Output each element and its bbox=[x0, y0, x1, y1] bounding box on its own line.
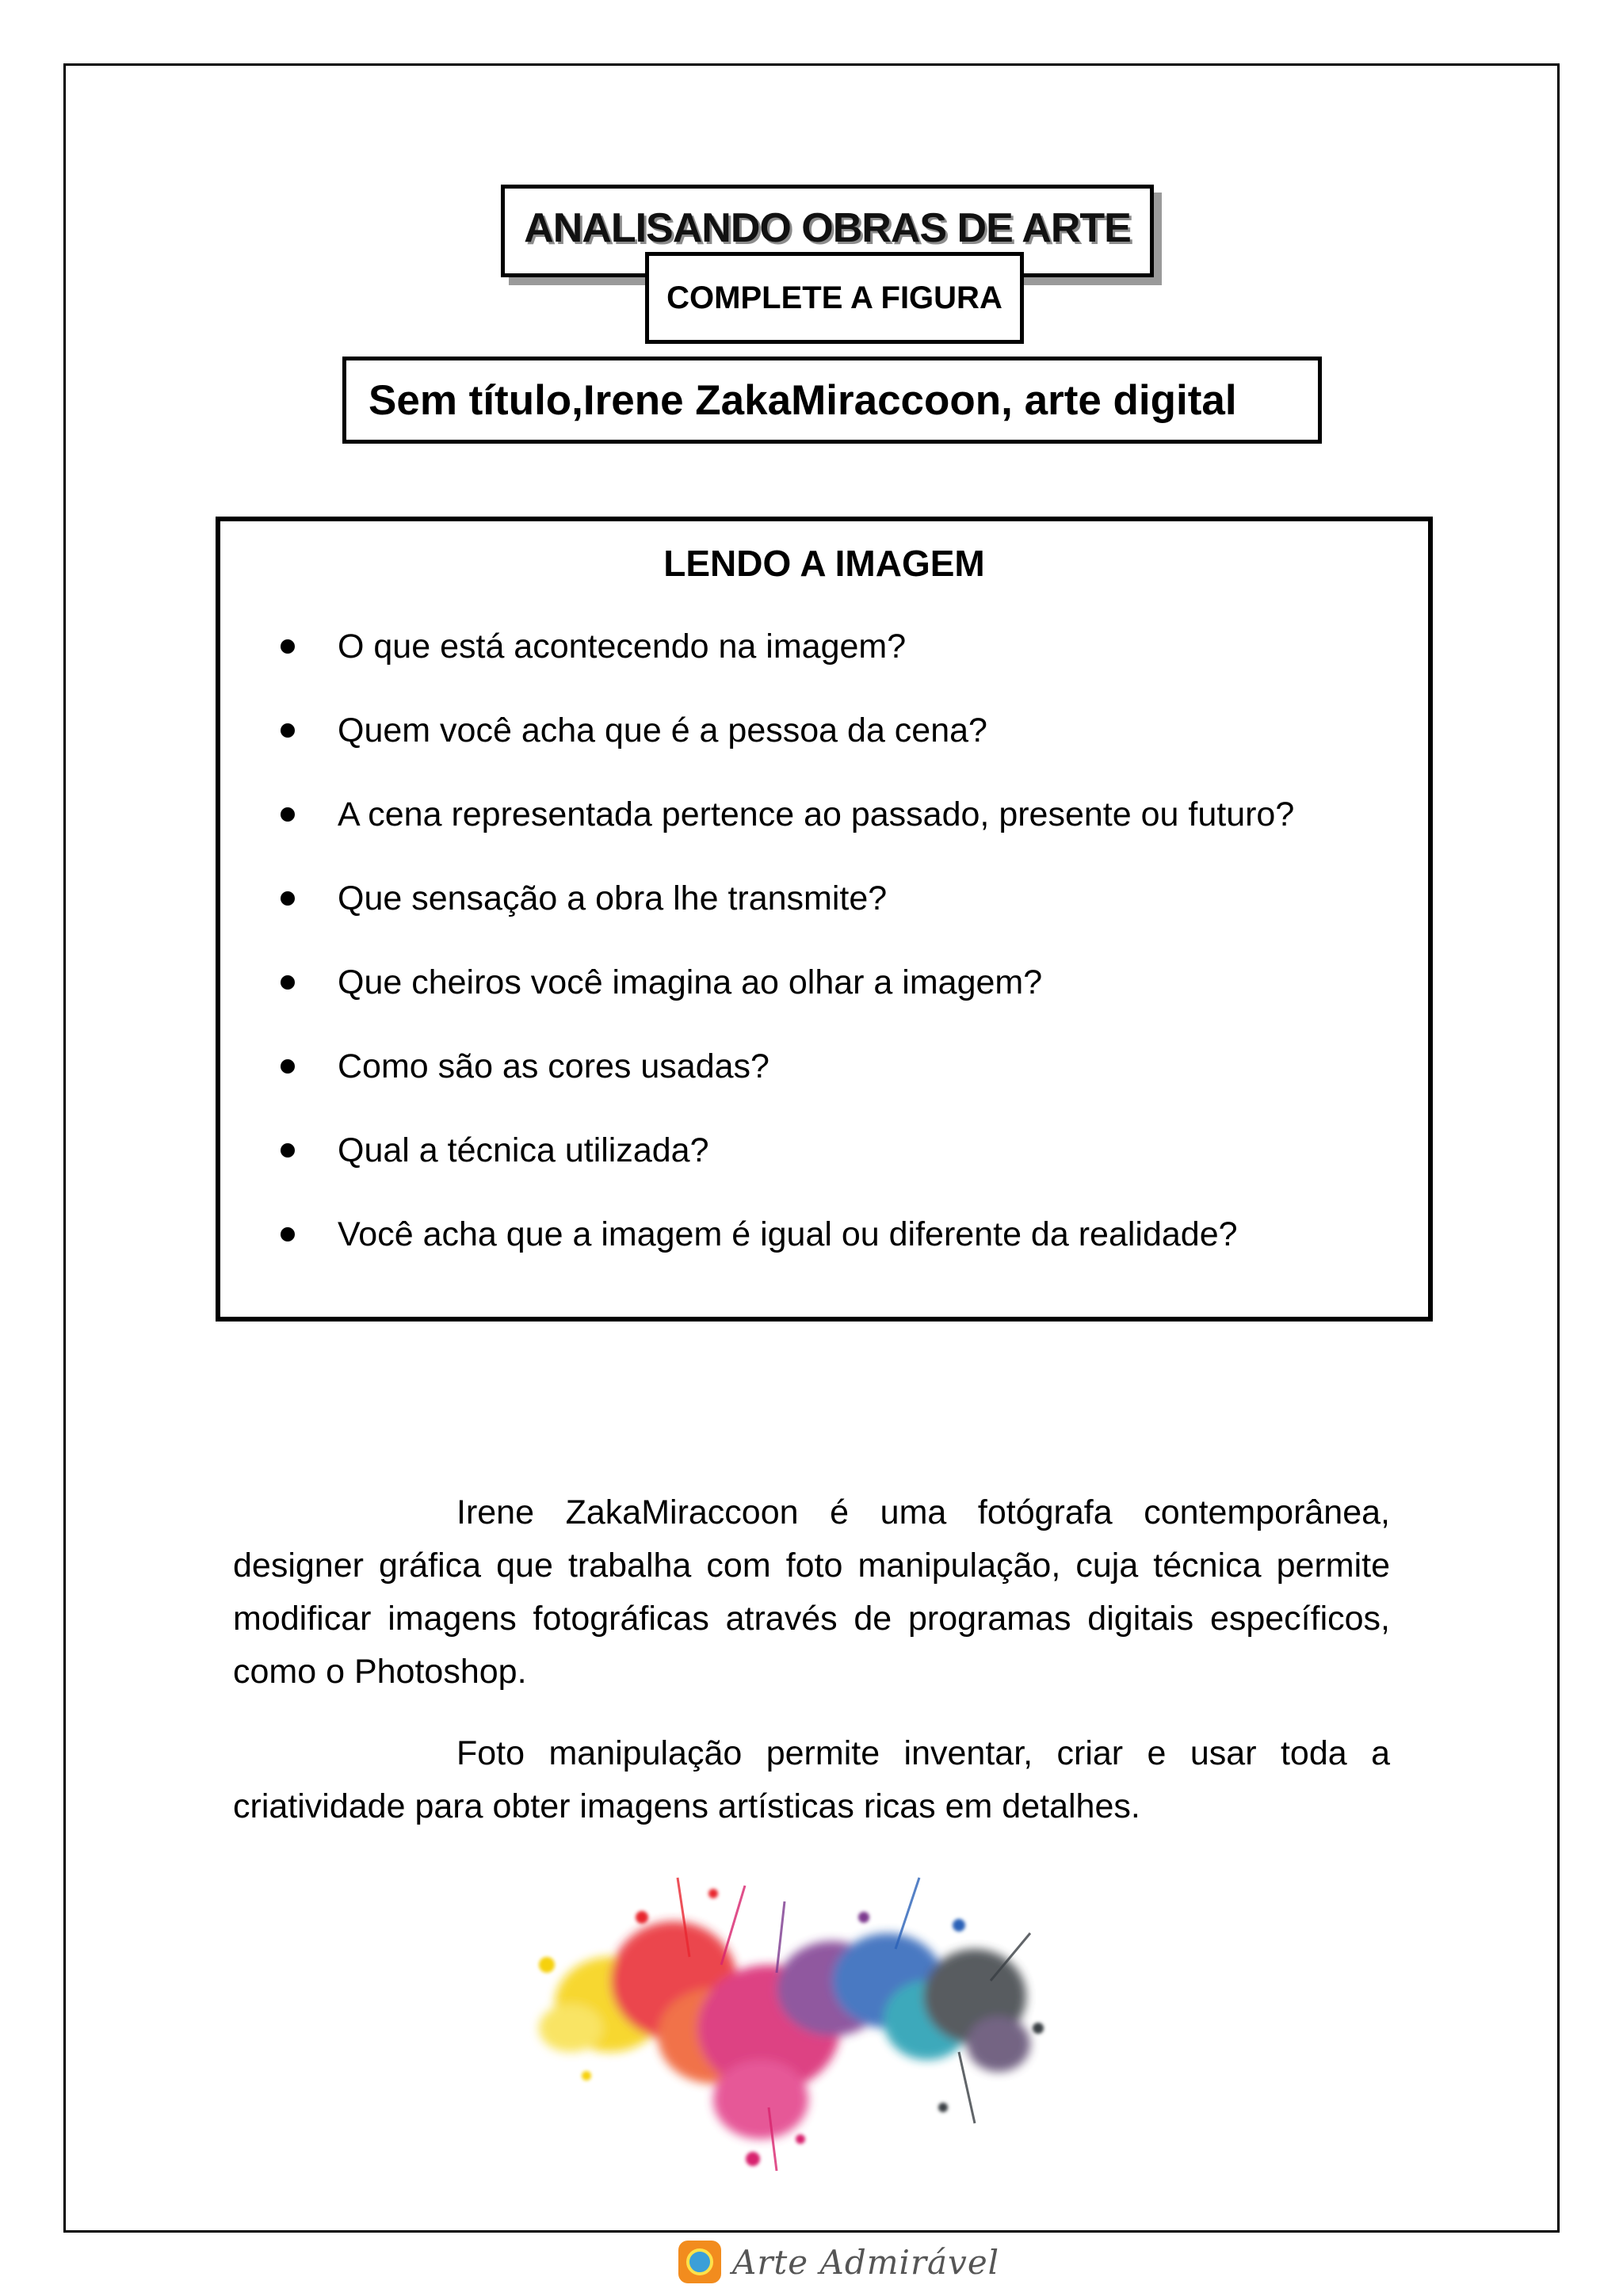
bullet-icon bbox=[281, 723, 295, 738]
brand-logo-icon bbox=[678, 2241, 721, 2283]
bullet-icon bbox=[281, 1059, 295, 1074]
reading-questions-box bbox=[216, 517, 1433, 1322]
footer-brand bbox=[678, 2239, 999, 2285]
brand-name: Arte Admirável bbox=[732, 2242, 1000, 2282]
bullet-icon bbox=[281, 975, 295, 990]
watercolor-splash-icon bbox=[515, 1846, 1070, 2179]
body-paragraph: Foto manipulação permite inventar, criar e usar toda a criatividade para obter imagens artísticas ricas em detalhes. bbox=[233, 1734, 1390, 1825]
question-text: Que sensação a obra lhe transmite? bbox=[338, 879, 888, 917]
artwork-caption-box bbox=[342, 357, 1322, 444]
question-text: Qual a técnica utilizada? bbox=[338, 1131, 709, 1169]
question-text: A cena representada pertence ao passado, presente ou futuro? bbox=[338, 795, 1295, 833]
question-text: Que cheiros você imagina ao olhar a imagem? bbox=[338, 963, 1043, 1001]
bullet-icon bbox=[281, 807, 295, 822]
bullet-icon bbox=[281, 891, 295, 906]
body-paragraph: Irene ZakaMiraccoon é uma fotógrafa contemporânea, designer gráfica que trabalha com foto manipulação, cuja técnica permite modificar imagens fotográficas através de programas digitais específicos, como o Photoshop. bbox=[233, 1493, 1390, 1691]
artwork-caption: Sem título,Irene ZakaMiraccoon, arte digital bbox=[369, 376, 1237, 424]
reading-heading: LENDO A IMAGEM bbox=[663, 543, 985, 584]
page-subtitle: COMPLETE A FIGURA bbox=[666, 280, 1002, 315]
subtitle-box bbox=[645, 252, 1024, 344]
bullet-icon bbox=[281, 1143, 295, 1158]
bullet-icon bbox=[281, 1227, 295, 1241]
question-text: Quem você acha que é a pessoa da cena? bbox=[338, 711, 987, 749]
question-text: Como são as cores usadas? bbox=[338, 1047, 769, 1085]
page-title: ANALISANDO OBRAS DE ARTE bbox=[524, 205, 1131, 251]
question-text: O que está acontecendo na imagem? bbox=[338, 627, 907, 666]
bullet-icon bbox=[281, 639, 295, 654]
question-text: Você acha que a imagem é igual ou diferente da realidade? bbox=[338, 1215, 1238, 1253]
